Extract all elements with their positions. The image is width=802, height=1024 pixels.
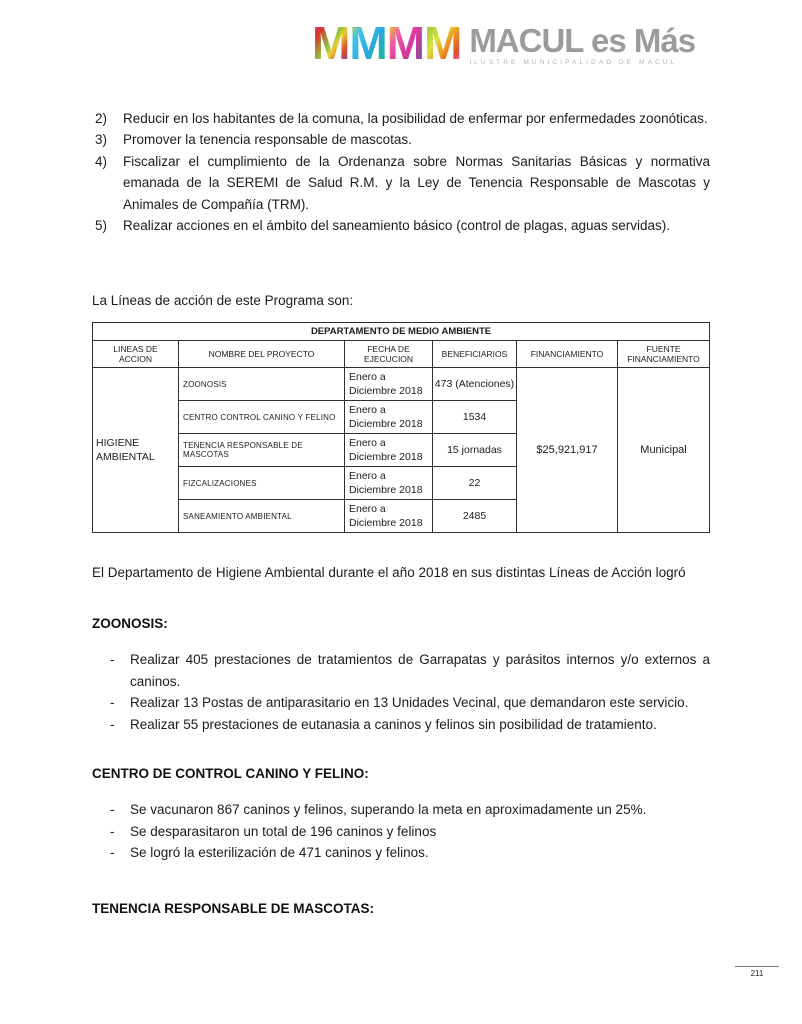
fecha-cell: Enero a Diciembre 2018 bbox=[345, 368, 433, 401]
bullet-text: Se logró la esterilización de 471 caninos y felinos. bbox=[130, 845, 429, 861]
section-heading-zoonosis: ZOONOSIS: bbox=[92, 616, 168, 631]
column-header-fuente: FUENTE FINANCIAMIENTO bbox=[618, 341, 710, 368]
bullet-item bbox=[110, 692, 710, 714]
logo-m-icon: M bbox=[423, 17, 461, 69]
financiamiento-cell: $25,921,917 bbox=[517, 368, 618, 533]
objectives-list bbox=[92, 108, 710, 236]
logo-m-icon: M bbox=[386, 17, 423, 69]
bullet-text: Realizar 55 prestaciones de eutanasia a caninos y felinos sin posibilidad de tratamiento. bbox=[130, 716, 657, 732]
column-header-lineas: LINEAS DE ACCION bbox=[93, 341, 179, 368]
item-text: Reducir en los habitantes de la comuna, la posibilidad de enfermar por enfermedades zoonóticas. bbox=[123, 111, 708, 126]
beneficiarios-cell: 22 bbox=[433, 467, 517, 500]
bullet-text: Se desparasitaron un total de 196 caninos y felinos bbox=[130, 823, 437, 839]
item-number: 5) bbox=[95, 218, 108, 234]
list-item bbox=[92, 151, 710, 215]
beneficiarios-cell: 473 (Atenciones) bbox=[433, 368, 517, 401]
linea-de-accion-cell: HIGIENE AMBIENTAL bbox=[93, 368, 179, 533]
list-item bbox=[92, 129, 710, 150]
beneficiarios-cell: 1534 bbox=[433, 401, 517, 434]
bullet-item bbox=[110, 821, 710, 843]
list-item bbox=[92, 108, 710, 129]
program-table bbox=[92, 322, 710, 533]
column-header-beneficiarios: BENEFICIARIOS bbox=[433, 341, 517, 368]
fecha-cell: Enero a Diciembre 2018 bbox=[345, 467, 433, 500]
bullet-text: Realizar 13 Postas de antiparasitario en 13 Unidades Vecinal, que demandaron este servicio. bbox=[130, 695, 689, 711]
bullet-item bbox=[110, 649, 710, 692]
column-header-fecha: FECHA DE EJECUCION bbox=[345, 341, 433, 368]
proyecto-cell: FIZCALIZACIONES bbox=[179, 467, 345, 500]
proyecto-cell: TENENCIA RESPONSABLE DE MASCOTAS bbox=[179, 434, 345, 467]
intro-text: La Líneas de acción de este Programa son: bbox=[92, 293, 354, 308]
item-text: Realizar acciones en el ámbito del saneamiento básico (control de plagas, aguas servidas). bbox=[123, 218, 671, 234]
summary-paragraph: El Departamento de Higiene Ambiental durante el año 2018 en sus distintas Líneas de Acción logró bbox=[92, 565, 686, 580]
logo-wordmark bbox=[469, 24, 695, 66]
item-number: 2) bbox=[95, 111, 108, 126]
bullet-text: Realizar 405 prestaciones de tratamientos de Garrapatas y parásitos internos y/o externos a caninos. bbox=[130, 652, 710, 689]
proyecto-cell: CENTRO CONTROL CANINO Y FELINO bbox=[179, 401, 345, 434]
bullet-item bbox=[110, 714, 710, 736]
item-number: 3) bbox=[95, 132, 108, 148]
bullet-dash: - bbox=[110, 695, 115, 711]
column-header-financiamiento: FINANCIAMIENTO bbox=[517, 341, 618, 368]
bullet-dash: - bbox=[110, 652, 115, 667]
column-header-proyecto: NOMBRE DEL PROYECTO bbox=[179, 341, 345, 368]
section-heading-tenencia: TENENCIA RESPONSABLE DE MASCOTAS: bbox=[92, 901, 375, 916]
table-row bbox=[93, 368, 710, 401]
bullet-dash: - bbox=[110, 845, 115, 861]
beneficiarios-cell: 2485 bbox=[433, 500, 517, 533]
logo-m-icon: M bbox=[349, 17, 386, 69]
item-text: Promover la tenencia responsable de mascotas. bbox=[123, 132, 412, 148]
bullet-item bbox=[110, 842, 710, 864]
fuente-financiamiento-cell: Municipal bbox=[618, 368, 710, 533]
logo-m-icon: M bbox=[312, 17, 349, 69]
item-text: Fiscalizar el cumplimiento de la Ordenanza sobre Normas Sanitarias Básicas y normativa emanada de la SEREMI de Salud R.M. y la Ley de Tenencia Responsable de Mascotas y Animales de Compañía (TRM). bbox=[123, 153, 710, 212]
item-number: 4) bbox=[95, 153, 108, 169]
page-number: 211 bbox=[735, 966, 779, 978]
municipality-logo bbox=[312, 17, 696, 69]
fecha-cell: Enero a Diciembre 2018 bbox=[345, 401, 433, 434]
bullet-list-zoonosis bbox=[110, 649, 710, 735]
section-heading-centro-control: CENTRO DE CONTROL CANINO Y FELINO: bbox=[92, 766, 369, 781]
fecha-cell: Enero a Diciembre 2018 bbox=[345, 434, 433, 467]
bullet-item bbox=[110, 799, 710, 821]
logo-title: MACUL es Más bbox=[469, 22, 696, 59]
bullet-dash: - bbox=[110, 802, 115, 817]
bullet-text: Se vacunaron 867 caninos y felinos, superando la meta en aproximadamente un 25%. bbox=[130, 802, 647, 817]
table-title: DEPARTAMENTO DE MEDIO AMBIENTE bbox=[93, 323, 710, 341]
fecha-cell: Enero a Diciembre 2018 bbox=[345, 500, 433, 533]
proyecto-cell: SANEAMIENTO AMBIENTAL bbox=[179, 500, 345, 533]
proyecto-cell: ZOONOSIS bbox=[179, 368, 345, 401]
bullet-dash: - bbox=[110, 823, 115, 839]
list-item bbox=[92, 215, 710, 236]
bullet-list-centro-control bbox=[110, 799, 710, 864]
logo-subtitle: ILUSTRE MUNICIPALIDAD DE MACUL bbox=[469, 59, 678, 66]
logo-mmmm-mark bbox=[312, 17, 461, 69]
beneficiarios-cell: 15 jornadas bbox=[433, 434, 517, 467]
bullet-dash: - bbox=[110, 716, 115, 732]
